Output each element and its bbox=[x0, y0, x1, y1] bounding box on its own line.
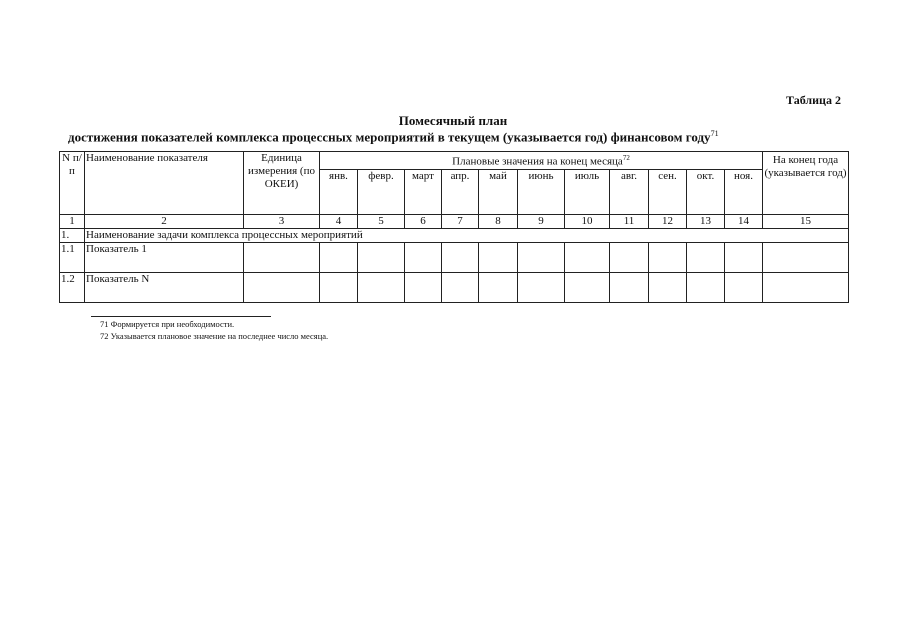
header-name: Наименование показателя bbox=[85, 152, 244, 215]
column-number: 8 bbox=[479, 214, 518, 228]
value-cell bbox=[610, 242, 649, 272]
task-label: Наименование задачи комплекса процессных мероприятий bbox=[85, 228, 849, 242]
value-cell bbox=[725, 272, 763, 302]
table-label: Таблица 2 bbox=[786, 93, 841, 107]
value-cell bbox=[687, 242, 725, 272]
header-planned-text: Плановые значения на конец месяца bbox=[452, 155, 623, 168]
table-row bbox=[60, 242, 849, 272]
header-unit: Единица измерения (по ОКЕИ) bbox=[244, 152, 320, 215]
month-header: окт. bbox=[687, 169, 725, 214]
value-cell bbox=[518, 242, 565, 272]
column-number: 5 bbox=[358, 214, 405, 228]
value-cell bbox=[565, 272, 610, 302]
column-number: 2 bbox=[85, 214, 244, 228]
column-number: 11 bbox=[610, 214, 649, 228]
column-number-row bbox=[60, 214, 849, 228]
header-num: N п/п bbox=[60, 152, 85, 215]
plan-table bbox=[59, 151, 849, 303]
footnote-separator bbox=[91, 316, 271, 317]
task-num: 1. bbox=[60, 228, 85, 242]
value-cell bbox=[442, 242, 479, 272]
column-number: 1 bbox=[60, 214, 85, 228]
title-line-1: Помесячный план bbox=[398, 113, 508, 128]
month-header: июнь bbox=[518, 169, 565, 214]
row-num: 1.1 bbox=[60, 242, 85, 272]
month-header: май bbox=[479, 169, 518, 214]
table-row bbox=[60, 272, 849, 302]
unit-cell bbox=[244, 272, 320, 302]
column-number: 7 bbox=[442, 214, 479, 228]
indicator-label: Показатель 1 bbox=[85, 242, 244, 272]
month-header: янв. bbox=[320, 169, 358, 214]
column-number: 4 bbox=[320, 214, 358, 228]
column-number: 13 bbox=[687, 214, 725, 228]
indicator-label: Показатель N bbox=[85, 272, 244, 302]
value-cell bbox=[405, 272, 442, 302]
title-line-2-text: достижения показателей комплекса процессных мероприятий в текущем (указывается год) финансовом году bbox=[68, 129, 711, 145]
title-line-2 bbox=[68, 129, 719, 145]
column-number: 12 bbox=[649, 214, 687, 228]
footnote-72: 72 Указывается плановое значение на последнее число месяца. bbox=[100, 331, 329, 341]
value-cell bbox=[725, 242, 763, 272]
year-end-cell bbox=[763, 242, 849, 272]
month-header: февр. bbox=[358, 169, 405, 214]
value-cell bbox=[565, 242, 610, 272]
value-cell bbox=[649, 242, 687, 272]
month-header: июль bbox=[565, 169, 610, 214]
column-number: 14 bbox=[725, 214, 763, 228]
value-cell bbox=[518, 272, 565, 302]
month-header: сен. bbox=[649, 169, 687, 214]
task-row bbox=[60, 228, 849, 242]
month-header: март bbox=[405, 169, 442, 214]
header-year-end: На конец года (указывается год) bbox=[763, 152, 849, 215]
footnote-71: 71 Формируется при необходимости. bbox=[100, 319, 235, 329]
value-cell bbox=[687, 272, 725, 302]
value-cell bbox=[358, 272, 405, 302]
column-number: 3 bbox=[244, 214, 320, 228]
value-cell bbox=[442, 272, 479, 302]
value-cell bbox=[320, 272, 358, 302]
column-number: 6 bbox=[405, 214, 442, 228]
month-header: апр. bbox=[442, 169, 479, 214]
value-cell bbox=[479, 242, 518, 272]
row-num: 1.2 bbox=[60, 272, 85, 302]
header-row-1 bbox=[60, 152, 849, 170]
value-cell bbox=[320, 242, 358, 272]
column-number: 10 bbox=[565, 214, 610, 228]
unit-cell bbox=[244, 242, 320, 272]
year-end-cell bbox=[763, 272, 849, 302]
value-cell bbox=[649, 272, 687, 302]
month-header: ноя. bbox=[725, 169, 763, 214]
value-cell bbox=[405, 242, 442, 272]
header-planned bbox=[320, 152, 763, 170]
value-cell bbox=[358, 242, 405, 272]
value-cell bbox=[479, 272, 518, 302]
planned-footnote-ref: 72 bbox=[622, 154, 630, 162]
value-cell bbox=[610, 272, 649, 302]
column-number: 9 bbox=[518, 214, 565, 228]
title-footnote-ref: 71 bbox=[710, 129, 719, 138]
column-number: 15 bbox=[763, 214, 849, 228]
month-header: авг. bbox=[610, 169, 649, 214]
